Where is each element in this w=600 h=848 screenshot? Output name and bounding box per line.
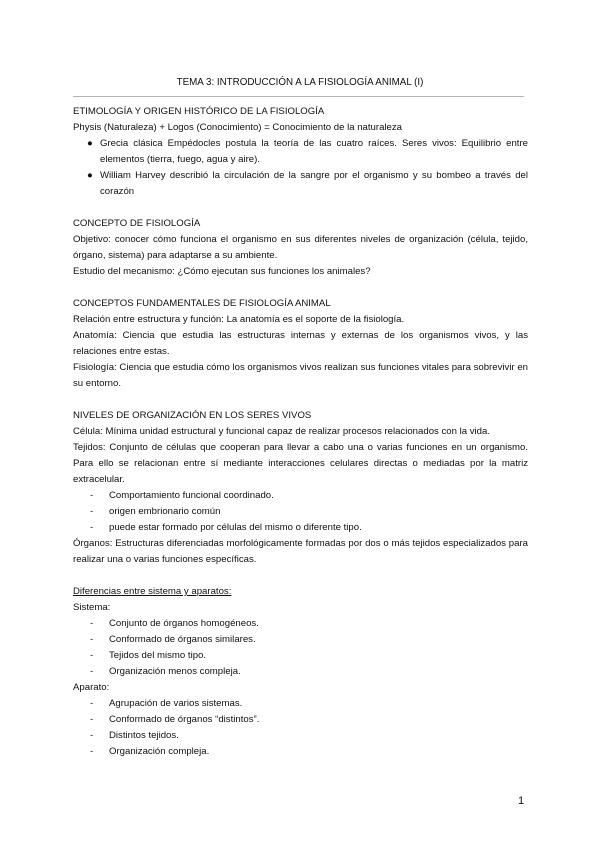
list-item: - Agrupación de varios sistemas. [73, 696, 528, 712]
organos-paragraph: Órganos: Estructuras diferenciadas morfológicamente formadas por dos o más tejidos especializados para realizar una o varias funciones específicas. [73, 538, 528, 565]
dash-marker: - [90, 650, 94, 661]
etimologia-line: Physis (Naturaleza) + Logos (Conocimiento) = Conocimiento de la naturaleza [73, 122, 403, 133]
section-heading-conceptos-fundamentales: CONCEPTOS FUNDAMENTALES DE FISIOLOGÍA ANIMAL [73, 298, 331, 309]
sistema-label: Sistema: [73, 602, 111, 613]
bullet-marker: ● [87, 138, 93, 149]
list-item: - Distintos tejidos. [73, 728, 528, 744]
dash-marker: - [90, 714, 94, 725]
list-item: - Tejidos del mismo tipo. [73, 648, 528, 664]
aparato-list [73, 696, 528, 760]
list-item: - Conjunto de órganos homogéneos. [73, 616, 528, 632]
list-item: - Organización menos compleja. [73, 664, 528, 680]
dash-marker: - [90, 522, 94, 533]
section-heading-etimologia: ETIMOLOGÍA Y ORIGEN HISTÓRICO DE LA FISIOLOGÍA [73, 106, 325, 117]
document-body [73, 104, 528, 760]
concepto-objetivo: Objetivo: conocer cómo funciona el organismo en sus diferentes niveles de organización (célula, tejido, órgano, sistema) para adaptarse a su ambiente. [73, 234, 528, 261]
list-item: - Organización compleja. [73, 744, 528, 760]
fisiologia-paragraph: Fisiología: Ciencia que estudia cómo los organismos vivos realizan sus funciones vitales para sobrevivir en su entorno. [73, 362, 528, 389]
celula-paragraph: Célula: Mínima unidad estructural y funcional capaz de realizar procesos relacionados con la vida. [73, 426, 491, 437]
title-divider [73, 96, 524, 97]
list-item: - origen embrionario común [73, 504, 528, 520]
aparato-label: Aparato: [73, 682, 110, 693]
sistema-list [73, 616, 528, 680]
dash-marker: - [90, 666, 94, 677]
list-item: ● William Harvey describió la circulación de la sangre por el organismo y su bombeo a través del corazón [87, 170, 528, 197]
relacion-paragraph: Relación entre estructura y función: La anatomía es el soporte de la fisiología. [73, 314, 405, 325]
dash-marker: - [90, 730, 94, 741]
tejidos-dash-list [73, 488, 528, 536]
document-title: TEMA 3: INTRODUCCIÓN A LA FISIOLOGÍA ANIMAL (I) [176, 77, 424, 88]
dash-marker: - [90, 698, 94, 709]
list-item: ● Grecia clásica Empédocles postula la teoría de las cuatro raíces. Seres vivos: Equilibrio entre elementos (tierra, fuego, agua y aire). [87, 138, 528, 165]
section-heading-diferencias: Diferencias entre sistema y aparatos: [73, 586, 232, 597]
dash-marker: - [90, 746, 94, 757]
section-heading-niveles: NIVELES DE ORGANIZACIÓN EN LOS SERES VIVOS [73, 410, 312, 421]
list-item: - Comportamiento funcional coordinado. [73, 488, 528, 504]
section-heading-concepto: CONCEPTO DE FISIOLOGÍA [73, 218, 201, 229]
list-item: - Conformado de órganos “distintos”. [73, 712, 528, 728]
etimologia-bullets [73, 136, 528, 200]
dash-marker: - [90, 634, 94, 645]
dash-marker: - [90, 618, 94, 629]
page-number: 1 [518, 795, 525, 807]
dash-marker: - [90, 506, 94, 517]
tejidos-paragraph: Tejidos: Conjunto de células que cooperan para llevar a cabo una o varias funciones en un organismo. Para ello se relacionan entre sí mediante interacciones celulares directas o mediadas por la matriz extracelular. [73, 442, 528, 485]
concepto-estudio: Estudio del mecanismo: ¿Cómo ejecutan sus funciones los animales? [73, 266, 371, 277]
anatomia-paragraph: Anatomía: Ciencia que estudia las estructuras internas y externas de los organismos vivos, y las relaciones entre estas. [73, 330, 528, 357]
bullet-marker: ● [87, 170, 93, 181]
list-item: - puede estar formado por células del mismo o diferente tipo. [73, 520, 528, 536]
dash-marker: - [90, 490, 94, 501]
list-item: - Conformado de órganos similares. [73, 632, 528, 648]
